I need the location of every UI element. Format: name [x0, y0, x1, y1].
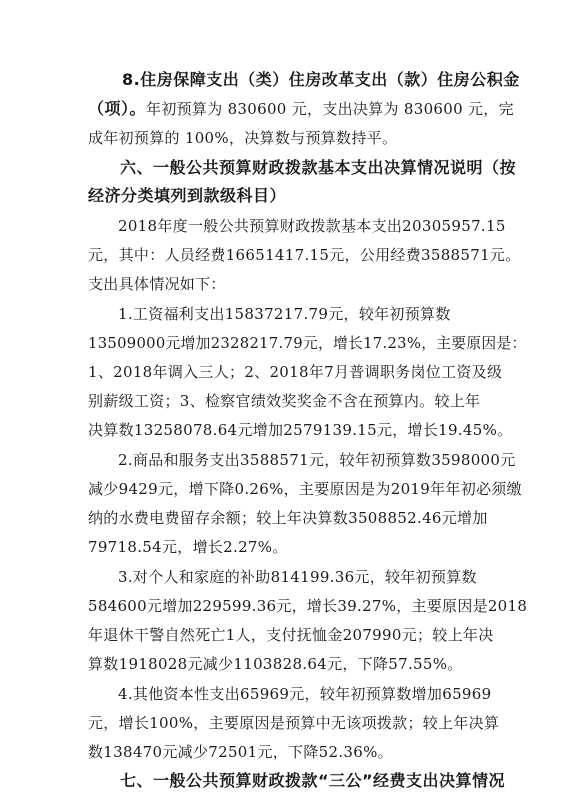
item3-line-1: [118, 567, 477, 587]
item1-line-4: [88, 391, 480, 411]
item2-line-1-text: 2.商品和服务支出3588571元，较年初预算数3598000元: [118, 451, 516, 469]
heading6-line-1-text: 六、一般公共预算财政拨款基本支出决算情况说明（按: [120, 158, 517, 177]
item1-line-4-text: 别薪级工资；3、检察官绩效奖奖金不含在预算内。较上年: [88, 392, 481, 410]
heading7-line-1: [120, 771, 505, 791]
item4-line-2-text: 元，增长100%，主要原因是预算中无该项拨款；较上年决算: [88, 714, 500, 732]
item3-line-4-text: 算数1918028元减少1103828.64元，下降57.55%。: [88, 655, 463, 673]
item4-line-3: [88, 742, 393, 762]
item2-line-4-text: 79718.54元，增长2.27%。: [88, 538, 288, 556]
item8-line-1: [122, 70, 520, 90]
item8-line-1-text: 8.住房保障支出（类）住房改革支出（款）住房公积金: [122, 70, 520, 89]
item3-line-4: [88, 654, 463, 674]
item3-line-1-text: 3.对个人和家庭的补助814199.36元，较年初预算数: [118, 568, 477, 586]
item8-line-2-text: 年初预算为 830600 元，支出决算为 830600 元，完: [146, 100, 514, 118]
item8-line-2: [88, 99, 514, 119]
item3-line-2: [88, 596, 527, 616]
item2-line-3-text: 纳的水费电费留存余额；较上年决算数3508852.46元增加: [88, 509, 488, 527]
item8-line-2-title: （项）。: [88, 99, 147, 118]
item8-line-3-text: 成年初预算的 100%，决算数与预算数持平。: [88, 129, 398, 147]
heading6-line-2: [88, 186, 286, 206]
item3-line-3: [88, 625, 494, 645]
item1-line-1-text: 1.工资福利支出15837217.79元，较年初预算数: [118, 305, 451, 323]
heading6-line-1: [120, 158, 516, 178]
item1-line-5-text: 决算数13258078.64元增加2579139.15元，增长19.45%。: [88, 421, 513, 439]
item4-line-1-text: 4.其他资本性支出65969元，较年初预算数增加65969: [118, 685, 492, 703]
summary-line-2-text: 元，其中：人员经费16651417.15元，公用经费3588571元。: [88, 246, 521, 264]
item1-line-3-text: 1、2018年调入三人；2、2018年7月普调职务岗位工资及级: [88, 363, 503, 381]
item2-line-2-text: 减少9429元，增下降0.26%，主要原因是为2019年年初必须缴: [88, 480, 522, 498]
heading7-line-1-text: 七、一般公共预算财政拨款“三公”经费支出决算情况: [120, 771, 506, 790]
item2-line-3: [88, 508, 488, 528]
item3-line-3-text: 年退休干警自然死亡1人，支付抚恤金207990元；较上年决: [88, 626, 494, 644]
item1-line-2: [88, 333, 527, 353]
item2-line-1: [118, 450, 516, 470]
item2-line-2: [88, 479, 522, 499]
item4-line-1: [118, 684, 491, 704]
item2-line-4: [88, 537, 288, 557]
item8-line-3: [88, 128, 397, 148]
summary-line-1: [118, 216, 506, 236]
summary-line-3: [88, 274, 226, 294]
summary-line-2: [88, 245, 521, 265]
summary-line-3-text: 支出具体情况如下：: [88, 275, 226, 293]
item1-line-1: [118, 304, 451, 324]
item4-line-2: [88, 713, 499, 733]
summary-line-1-text: 2018年度一般公共预算财政拨款基本支出20305957.15: [118, 217, 506, 235]
heading6-line-2-text: 经济分类填列到款级科目）: [88, 186, 287, 205]
item1-line-5: [88, 420, 512, 440]
item3-line-2-text: 584600元增加229599.36元，增长39.27%，主要原因是2018: [88, 597, 528, 615]
item1-line-2-text: 13509000元增加2328217.79元，增长17.23%，主要原因是：: [88, 334, 527, 352]
item1-line-3: [88, 362, 502, 382]
item4-line-3-text: 数138470元减少72501元，下降52.36%。: [88, 743, 393, 761]
